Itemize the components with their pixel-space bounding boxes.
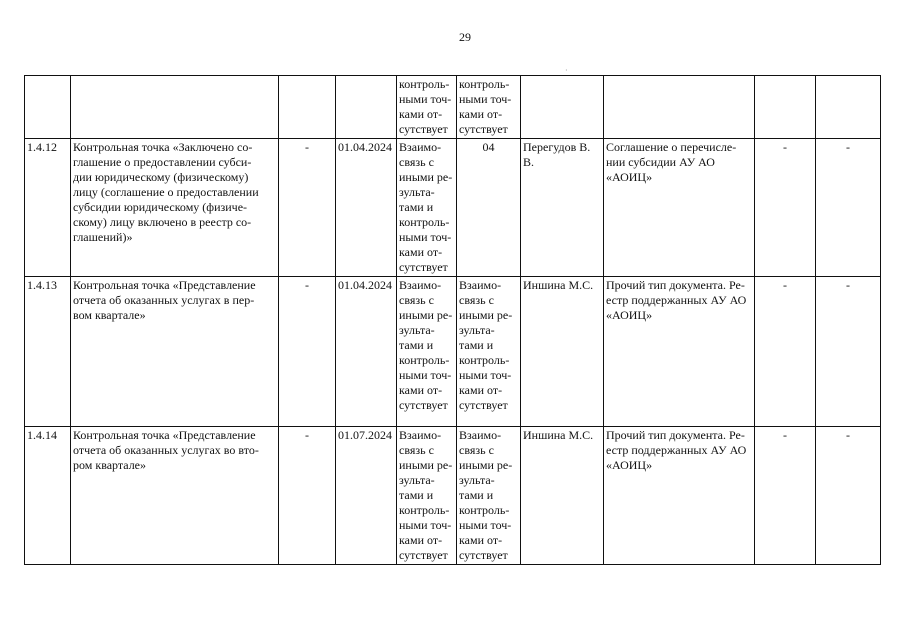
- row-col9: -: [755, 427, 816, 565]
- cell-line: связь с: [399, 155, 434, 169]
- row-link-results: [397, 139, 457, 277]
- row-link-controls: [457, 76, 521, 139]
- row-number: 1.4.13: [25, 277, 71, 427]
- cell-line: связь с: [399, 293, 434, 307]
- cell-line: ными точ-: [399, 92, 452, 106]
- row-col9: -: [755, 277, 816, 427]
- row-col10: -: [816, 277, 881, 427]
- row-col9: -: [755, 139, 816, 277]
- row-indicator: [279, 76, 336, 139]
- cell-line: ными точ-: [459, 92, 512, 106]
- row-date: 01.04.2024: [336, 277, 397, 427]
- cell-line: ками от-: [459, 383, 503, 397]
- row-date: [336, 76, 397, 139]
- row-document: [604, 76, 755, 139]
- row-col9: [755, 76, 816, 139]
- cell-line: тами и: [459, 338, 494, 352]
- cell-line: зульта-: [399, 323, 435, 337]
- row-indicator: -: [279, 139, 336, 277]
- cell-line: Взаимо-: [459, 428, 502, 442]
- cell-line: контроль-: [459, 77, 510, 91]
- row-link-controls: [457, 427, 521, 565]
- row-date: 01.04.2024: [336, 139, 397, 277]
- cell-line: ными точ-: [459, 368, 512, 382]
- cell-line: сутствует: [399, 398, 448, 412]
- cell-line: ными точ-: [399, 368, 452, 382]
- cell-line: контроль-: [399, 215, 450, 229]
- table-row: [25, 139, 881, 277]
- row-col10: -: [816, 427, 881, 565]
- cell-line: ками от-: [399, 245, 443, 259]
- cell-line: Взаимо-: [399, 428, 442, 442]
- cell-line: контроль-: [459, 503, 510, 517]
- cell-line: сутствует: [459, 398, 508, 412]
- cell-line: тами и: [399, 200, 434, 214]
- cell-line: контроль-: [399, 353, 450, 367]
- cell-line: контроль-: [399, 503, 450, 517]
- cell-line: Взаимо-: [399, 278, 442, 292]
- cell-line: 04: [482, 140, 495, 154]
- cell-line: сутствует: [399, 122, 448, 136]
- cell-line: зульта-: [399, 473, 435, 487]
- row-description: Контрольная точка «Представление отчета об оказанных услугах во вто- ром квартале»: [71, 427, 279, 565]
- cell-line: ками от-: [459, 107, 503, 121]
- row-col10: [816, 76, 881, 139]
- cell-line: ками от-: [399, 107, 443, 121]
- table-row: [25, 427, 881, 565]
- row-link-results: [397, 427, 457, 565]
- cell-line: иными ре-: [459, 458, 513, 472]
- scan-mark: ·: [565, 66, 568, 75]
- cell-line: ками от-: [399, 533, 443, 547]
- cell-line: иными ре-: [459, 308, 513, 322]
- row-link-results: [397, 76, 457, 139]
- cell-line: контроль-: [399, 77, 450, 91]
- row-number: 1.4.12: [25, 139, 71, 277]
- row-responsible: Перегудов В.В.: [521, 139, 604, 277]
- row-description: [71, 76, 279, 139]
- cell-line: иными ре-: [399, 170, 453, 184]
- cell-line: ными точ-: [399, 518, 452, 532]
- row-responsible: Иншина М.С.: [521, 277, 604, 427]
- table-row: [25, 76, 881, 139]
- cell-line: связь с: [399, 443, 434, 457]
- cell-line: Взаимо-: [459, 278, 502, 292]
- cell-line: контроль-: [459, 353, 510, 367]
- cell-line: тами и: [399, 338, 434, 352]
- cell-line: тами и: [399, 488, 434, 502]
- table-body: [25, 76, 881, 565]
- row-link-controls: [457, 139, 521, 277]
- row-number: 1.4.14: [25, 427, 71, 565]
- row-description: Контрольная точка «Представление отчета об оказанных услугах в пер- вом квартале»: [71, 277, 279, 427]
- cell-line: сутствует: [399, 260, 448, 274]
- cell-line: сутствует: [399, 548, 448, 562]
- row-indicator: -: [279, 427, 336, 565]
- cell-line: ками от-: [399, 383, 443, 397]
- row-link-results: [397, 277, 457, 427]
- cell-line: зульта-: [459, 323, 495, 337]
- cell-line: зульта-: [459, 473, 495, 487]
- cell-line: связь с: [459, 443, 494, 457]
- control-points-table: [24, 75, 881, 565]
- cell-line: Взаимо-: [399, 140, 442, 154]
- row-responsible: Иншина М.С.: [521, 427, 604, 565]
- row-document: Прочий тип документа. Ре- естр поддержанных АУ АО «АОИЦ»: [604, 427, 755, 565]
- row-col10: -: [816, 139, 881, 277]
- row-responsible: [521, 76, 604, 139]
- cell-line: сутствует: [459, 548, 508, 562]
- cell-line: связь с: [459, 293, 494, 307]
- cell-line: сутствует: [459, 122, 508, 136]
- page-number: 29: [459, 30, 471, 44]
- cell-line: иными ре-: [399, 458, 453, 472]
- row-description: Контрольная точка «Заключено со- глашение о предоставлении субси- дии юридическому (физическому) лицу (соглашение о предоставлении субсидии юридическому (физиче- скому) лицу включено в реестр со- глашений)»: [71, 139, 279, 277]
- row-date: 01.07.2024: [336, 427, 397, 565]
- cell-line: иными ре-: [399, 308, 453, 322]
- cell-line: ками от-: [459, 533, 503, 547]
- row-number: [25, 76, 71, 139]
- cell-line: ными точ-: [459, 518, 512, 532]
- row-indicator: -: [279, 277, 336, 427]
- cell-line: ными точ-: [399, 230, 452, 244]
- row-link-controls: [457, 277, 521, 427]
- row-document: Прочий тип документа. Ре- естр поддержанных АУ АО «АОИЦ»: [604, 277, 755, 427]
- row-document: Соглашение о перечисле- нии субсидии АУ АО «АОИЦ»: [604, 139, 755, 277]
- cell-line: зульта-: [399, 185, 435, 199]
- cell-line: тами и: [459, 488, 494, 502]
- table-row: [25, 277, 881, 427]
